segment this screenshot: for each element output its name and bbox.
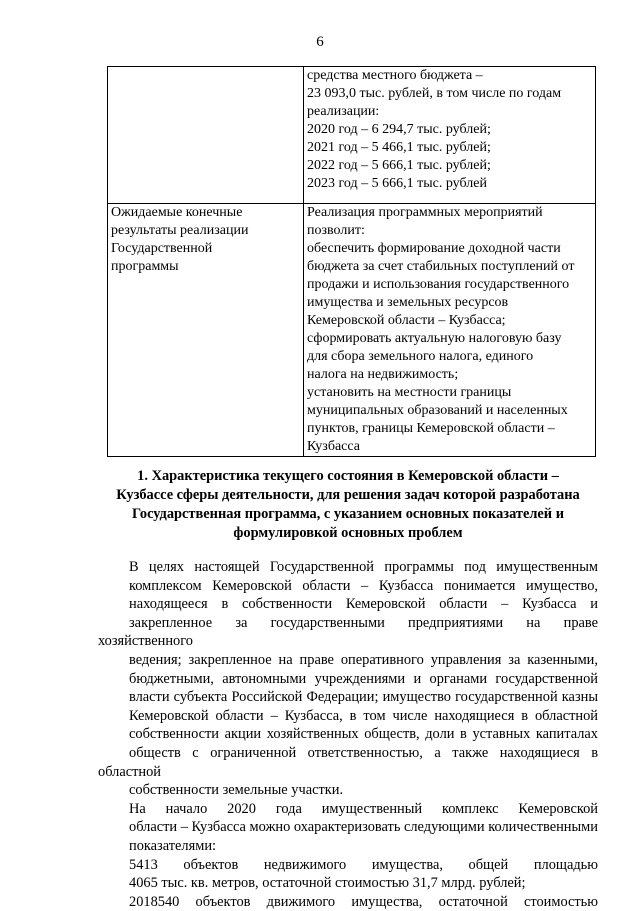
paragraph: [98, 856, 598, 893]
paragraph: [98, 558, 598, 800]
heading-line: Государственная программа, с указанием основных показателей и: [131, 506, 564, 522]
table-row: [108, 67, 596, 204]
text-line: 5413 объектов недвижимого имущества, общей площадью: [129, 856, 598, 873]
cell-line: сформировать актуальную налоговую базу: [307, 331, 562, 346]
cell-line: обеспечить формирование доходной части: [307, 241, 561, 256]
text-line: бюджетными, автономными учреждениями и органами государственной: [129, 670, 598, 687]
cell-line: программы: [111, 259, 179, 274]
cell-line: Государственной: [111, 241, 213, 256]
cell-line: имущества и земельных ресурсов: [307, 295, 509, 310]
paragraph: [98, 800, 598, 856]
cell-line: 2023 год – 5 666,1 тыс. рублей: [307, 176, 487, 191]
text-line: 4065 тыс. кв. метров, остаточной стоимостью 31,7 млрд. рублей;: [129, 875, 526, 892]
cell-line: 2022 год – 5 666,1 тыс. рублей;: [307, 158, 491, 173]
cell-line: установить на местности границы: [307, 385, 512, 400]
table-cell-results: [304, 204, 596, 457]
table-cell-label: [108, 67, 304, 204]
program-passport-table: [107, 66, 596, 457]
page-number: 6: [316, 34, 324, 50]
text-line: власти субъекта Российской Федерации; имущество государственной казны: [129, 689, 598, 706]
cell-line: пунктов, границы Кемеровской области –: [307, 421, 555, 436]
text-line: обществ с ограниченной ответственностью, а также находящиеся в областной: [98, 744, 598, 780]
text-line: находящееся в собственности Кемеровской области – Кузбасса и: [129, 596, 598, 613]
text-line: На начало 2020 года имущественный комплекс Кемеровской: [129, 800, 598, 817]
cell-line: 2021 год – 5 466,1 тыс. рублей;: [307, 140, 491, 155]
cell-line: средства местного бюджета –: [307, 68, 483, 83]
text-line: закрепленное за государственными предприятиями на праве хозяйственного: [98, 614, 598, 650]
table-cell-label: [108, 204, 304, 457]
cell-line: Кемеровской области – Кузбасса;: [307, 313, 506, 328]
cell-line: Реализация программных мероприятий: [307, 205, 543, 220]
cell-line: Кузбасса: [307, 439, 360, 454]
heading-line: 1. Характеристика текущего состояния в Кемеровской области –: [137, 468, 559, 484]
cell-line: 23 093,0 тыс. рублей, в том числе по годам: [307, 86, 562, 101]
text-line: ведения; закрепленное на праве оперативного управления за казенными,: [129, 651, 598, 668]
text-line: Кемеровской области – Кузбасса, в том числе находящиеся в областной: [129, 707, 598, 724]
text-line: показателями:: [129, 837, 217, 854]
cell-line: бюджета за счет стабильных поступлений от: [307, 259, 575, 274]
section-heading: [98, 467, 598, 543]
cell-line: муниципальных образований и населенных: [307, 403, 568, 418]
cell-line: результаты реализации: [111, 223, 249, 238]
cell-line: для сбора земельного налога, единого: [307, 349, 534, 364]
table-row: [108, 204, 596, 457]
cell-line: позволит:: [307, 223, 365, 238]
text-line: области – Кузбасса можно охарактеризовать следующими количественными: [129, 819, 598, 836]
cell-line: продажи и использования государственного: [307, 277, 570, 292]
table-cell-funding: [304, 67, 596, 204]
body-text: [98, 558, 598, 911]
cell-line: Ожидаемые конечные: [111, 205, 243, 220]
text-line: собственности акции хозяйственных обществ, доли в уставных капиталах: [129, 726, 598, 743]
heading-line: Кузбассе сферы деятельности, для решения задач которой разработана: [116, 487, 580, 503]
heading-line: формулировкой основных проблем: [233, 525, 463, 541]
text-line: В целях настоящей Государственной программы под имущественным: [129, 559, 598, 575]
text-line: собственности земельные участки.: [129, 782, 344, 799]
text-line: комплексом Кемеровской области – Кузбасса понимается имущество,: [129, 577, 598, 594]
cell-line: налога на недвижимость;: [307, 367, 459, 382]
cell-line: 2020 год – 6 294,7 тыс. рублей;: [307, 122, 491, 137]
text-line: 2018540 объектов движимого имущества, остаточной стоимостью: [129, 893, 598, 910]
cell-line: реализации:: [307, 104, 380, 119]
paragraph: [98, 893, 598, 911]
